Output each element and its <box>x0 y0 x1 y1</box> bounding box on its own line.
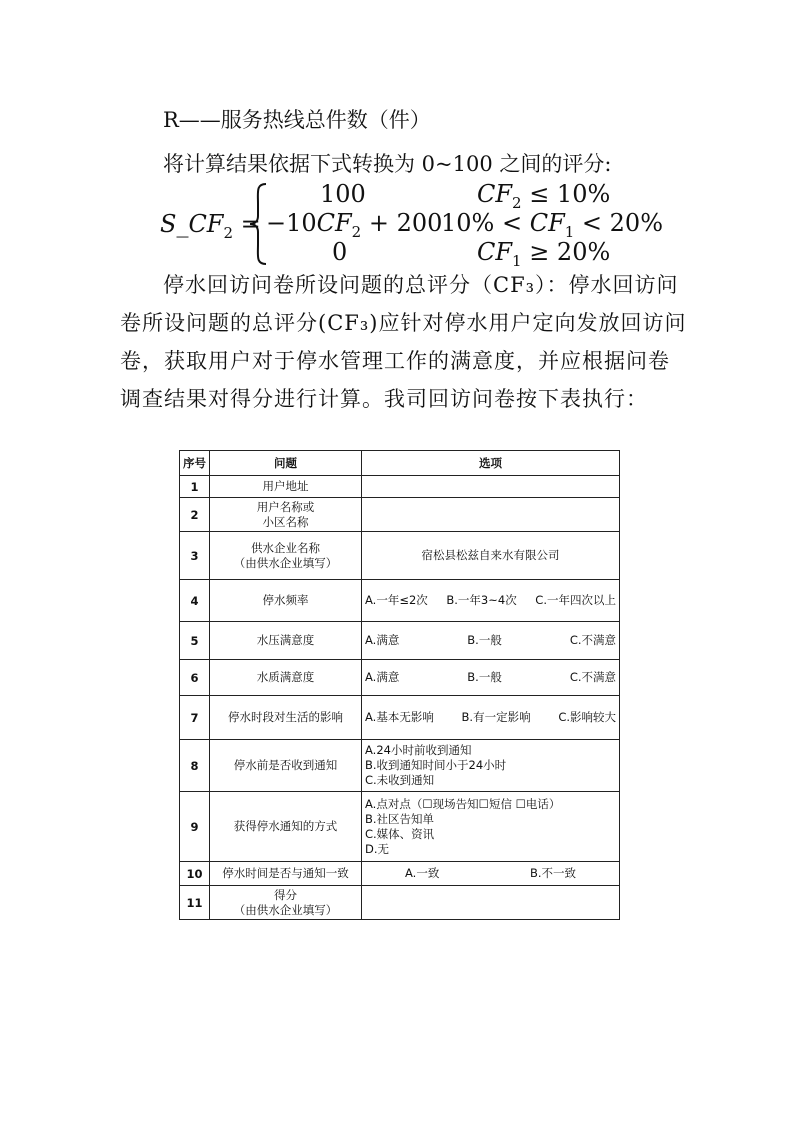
formula-row3-cond-sub: 1 <box>512 251 522 270</box>
formula-row2-cond-sub: 1 <box>564 222 575 241</box>
table-row <box>180 886 620 920</box>
formula-row1-cond <box>477 180 610 212</box>
row-no: 8 <box>180 740 210 792</box>
formula-lhs-var: S_CF <box>160 210 224 238</box>
option-c: C.不满意 <box>569 633 616 647</box>
row-no: 11 <box>180 886 210 920</box>
formula-row1-cond-rest: ≤ 10% <box>521 180 611 208</box>
row-question: 停水时段对生活的影响 <box>210 696 362 740</box>
formula-row2-value-var: CF <box>316 209 352 237</box>
option-a: A.基本无影响 <box>365 710 434 724</box>
option-c: C.影响较大 <box>558 710 616 724</box>
survey-table <box>179 450 620 920</box>
option-b: B.一般 <box>467 670 502 684</box>
option-b: B.一年3~4次 <box>446 593 517 607</box>
row-question: 用户名称或 小区名称 <box>210 498 362 532</box>
table-row <box>180 622 620 660</box>
row-options <box>362 660 620 696</box>
row-question: 用户地址 <box>210 476 362 498</box>
row-question: 停水前是否收到通知 <box>210 740 362 792</box>
header-question: 问题 <box>210 451 362 476</box>
formula-eq: = <box>240 210 261 238</box>
row-question: 停水时间是否与通知一致 <box>210 862 362 886</box>
formula-row2-value <box>266 209 442 241</box>
formula-row2-cond <box>441 209 663 241</box>
row-question: 获得停水通知的方式 <box>210 792 362 862</box>
row-no: 4 <box>180 580 210 622</box>
option-a: A.一致 <box>405 866 440 880</box>
row-question: 供水企业名称 （由供水企业填写） <box>210 532 362 580</box>
table-row <box>180 862 620 886</box>
table-row <box>180 660 620 696</box>
row-options <box>362 476 620 498</box>
row-question: 水质满意度 <box>210 660 362 696</box>
row-no: 6 <box>180 660 210 696</box>
option-c: C.不满意 <box>569 670 616 684</box>
formula-row1-cond-sub: 2 <box>512 193 522 212</box>
row-no: 5 <box>180 622 210 660</box>
row-no: 1 <box>180 476 210 498</box>
row-question: 水压满意度 <box>210 622 362 660</box>
option-b: B.一般 <box>467 633 502 647</box>
formula-brace <box>248 182 268 266</box>
table-header-row <box>180 451 620 476</box>
table-row <box>180 476 620 498</box>
row-options: 宿松县松兹自来水有限公司 <box>362 532 620 580</box>
row-options <box>362 862 620 886</box>
row-no: 3 <box>180 532 210 580</box>
table-row <box>180 498 620 532</box>
row-no: 9 <box>180 792 210 862</box>
formula-row1-value: 100 <box>320 180 366 208</box>
formula-row3-cond-var: CF <box>477 238 513 266</box>
row-options: A.24小时前收到通知 B.收到通知时间小于24小时 C.未收到通知 <box>362 740 620 792</box>
formula-row1-cond-var: CF <box>477 180 513 208</box>
formula-row2-cond-rest: < 20% <box>574 209 663 237</box>
row-no: 10 <box>180 862 210 886</box>
formula-row2-value-a: −10 <box>266 209 317 237</box>
line-conversion-intro: 将计算结果依据下式转换为 0~100 之间的评分: <box>163 152 612 176</box>
table-row <box>180 792 620 862</box>
row-options <box>362 622 620 660</box>
option-a: A.一年≤2次 <box>365 593 428 607</box>
row-no: 2 <box>180 498 210 532</box>
formula-row2-value-sub: 2 <box>351 222 362 241</box>
option-c: C.一年四次以上 <box>535 593 616 607</box>
row-question: 得分 （由供水企业填写） <box>210 886 362 920</box>
row-no: 7 <box>180 696 210 740</box>
option-a: A.满意 <box>365 670 400 684</box>
cf3-paragraph: 停水回访问卷所设问题的总评分（CF₃）：停水回访问卷所设问题的总评分(CF₃)应针对停水用户定向发放回访问卷，获取用户对于停水管理工作的满意度，并应根据问卷调查结果对得分进行计算。我司回访问卷按下表执行： <box>120 273 687 411</box>
row-options <box>362 580 620 622</box>
row-options <box>362 498 620 532</box>
formula-row2-value-rest: + 200 <box>361 209 443 237</box>
table-row <box>180 696 620 740</box>
formula-row3-cond-rest: ≥ 20% <box>521 238 611 266</box>
row-options: A.点对点（☐现场告知☐短信 ☐电话） B.社区告知单 C.媒体、资讯 D.无 <box>362 792 620 862</box>
table-row <box>180 580 620 622</box>
formula-row2-cond-a: 10% < <box>441 209 530 237</box>
formula-row3-value: 0 <box>332 238 348 266</box>
table-row <box>180 740 620 792</box>
line-r-definition: R——服务热线总件数（件） <box>163 108 431 132</box>
row-options <box>362 886 620 920</box>
row-question: 停水频率 <box>210 580 362 622</box>
formula-lhs-sub: 2 <box>223 223 234 242</box>
header-no: 序号 <box>180 451 210 476</box>
option-b: B.有一定影响 <box>461 710 531 724</box>
option-b: B.不一致 <box>529 866 576 880</box>
header-options: 选项 <box>362 451 620 476</box>
row-options <box>362 696 620 740</box>
formula-lhs <box>160 210 261 242</box>
formula-row2-cond-var: CF <box>529 209 565 237</box>
option-a: A.满意 <box>365 633 400 647</box>
table-row <box>180 532 620 580</box>
